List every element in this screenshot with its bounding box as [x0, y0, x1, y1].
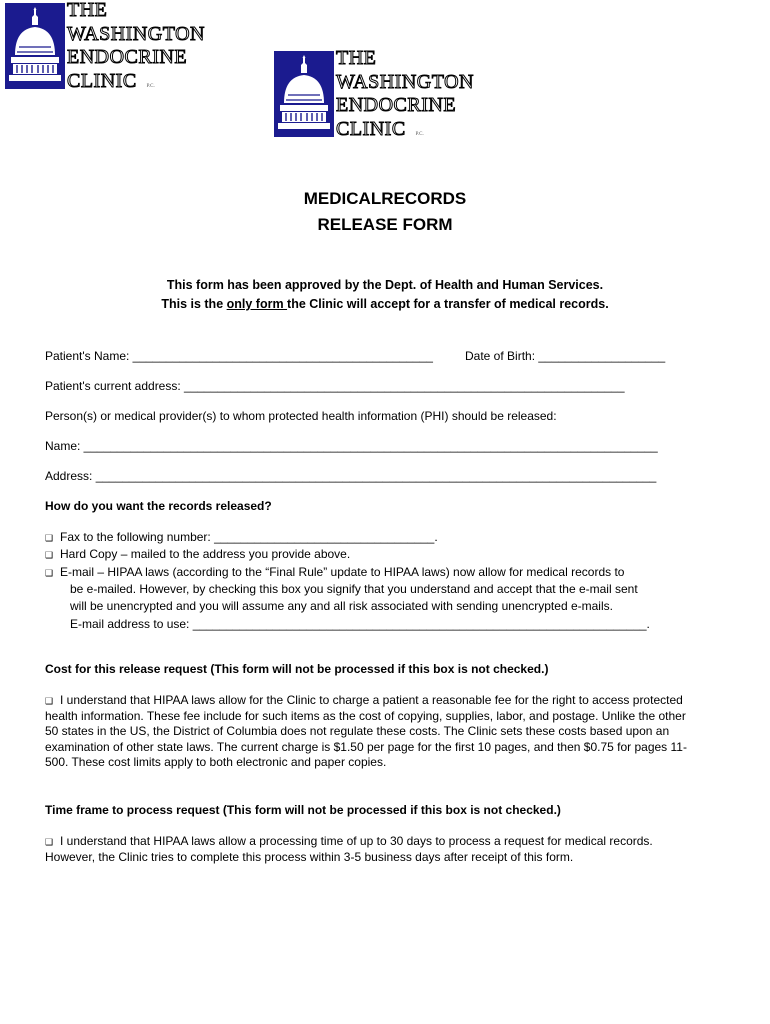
hard-copy-option[interactable] [45, 547, 350, 561]
form-title-line-1: MEDICALRECORDS [303, 189, 467, 208]
logo-line-3: ENDOCRINE [336, 94, 457, 116]
logo-suffix: P.C. [415, 131, 424, 137]
capitol-dome-icon [274, 51, 334, 137]
intro-line-2 [0, 297, 770, 311]
email-address-field[interactable]: E-mail address to use: ____________________________________________________________________. [70, 617, 650, 631]
hard-copy-option-label: Hard Copy – mailed to the address you provide above. [60, 547, 351, 561]
logo-line-4: CLINIC [67, 69, 137, 92]
clinic-name [67, 0, 205, 98]
release-method-heading: How do you want the records released? [45, 499, 272, 513]
cost-text: I understand that HIPAA laws allow for the Clinic to charge a patient a reasonable fee for the right to access protected [60, 693, 683, 707]
timeframe-acknowledgement [45, 834, 725, 865]
timeframe-text: However, the Clinic tries to complete this process within 3-5 business days after receipt of this form. [45, 850, 574, 865]
email-option-text: will be unencrypted and you will assume any and all risk associated with sending unencrypted e-mails. [70, 599, 613, 613]
timeframe-heading: Time frame to process request (This form will not be processed if this box is not checked.) [45, 803, 561, 817]
checkbox-icon[interactable]: ❑ [45, 837, 54, 847]
clinic-logo-secondary [274, 47, 494, 143]
checkbox-icon[interactable]: ❑ [45, 533, 54, 543]
intro-line-1: This form has been approved by the Dept. of Health and Human Services. [166, 278, 604, 292]
checkbox-icon[interactable]: ❑ [45, 696, 54, 706]
cost-text: health information. These fee include for such items as the cost of copying, supplies, labor, and postage. Unlike the other [45, 709, 686, 724]
logo-line-2: WASHINGTON [67, 22, 205, 45]
email-option-label: E-mail – HIPAA laws (according to the “Final Rule” update to HIPAA laws) now allow for medical records to [60, 565, 625, 579]
checkbox-icon[interactable]: ❑ [45, 550, 54, 560]
checkbox-icon[interactable]: ❑ [45, 568, 54, 578]
fax-option-label: Fax to the following number: _________________________________. [60, 530, 438, 544]
email-option[interactable] [45, 565, 624, 579]
clinic-logo [5, 0, 225, 95]
patient-name-field[interactable]: Patient's Name: _____________________________________________ [45, 349, 433, 363]
logo-line-4: CLINIC [336, 117, 406, 140]
timeframe-text: I understand that HIPAA laws allow a processing time of up to 30 days to process a request for medical records. [60, 834, 653, 848]
cost-heading: Cost for this release request (This form will not be processed if this box is not checked.) [45, 662, 549, 676]
recipient-prompt: Person(s) or medical provider(s) to whom protected health information (PHI) should be released: [45, 409, 557, 423]
fax-option[interactable] [45, 530, 438, 544]
cost-text: 50 states in the US, the District of Columbia does not regulate these costs. The Clinic sets these costs based upon an [45, 724, 670, 739]
cost-text: 500. These cost limits apply to both electronic and paper copies. [45, 754, 387, 769]
email-option-text: be e-mailed. However, by checking this box you signify that you understand and accept that the e-mail sent [70, 582, 638, 596]
recipient-name-field[interactable]: Name: ______________________________________________________________________________________ [45, 439, 658, 453]
logo-line-2: WASHINGTON [336, 70, 474, 93]
form-title-line-2: RELEASE FORM [317, 215, 453, 234]
date-of-birth-field[interactable]: Date of Birth: ___________________ [465, 349, 666, 363]
intro-text: This is the [161, 297, 227, 311]
patient-address-field[interactable]: Patient's current address: __________________________________________________________________ [45, 379, 625, 393]
capitol-dome-icon [5, 3, 65, 89]
cost-text: examination of other state laws. The current charge is $1.50 per page for the first 10 pages, and then $0.75 for pages 11- [45, 739, 687, 754]
clinic-name [336, 47, 474, 146]
recipient-address-field[interactable]: Address: ____________________________________________________________________________________ [45, 469, 657, 483]
logo-line-3: ENDOCRINE [67, 46, 188, 68]
only-form-emphasis: only form [226, 297, 288, 311]
logo-line-1: THE [67, 0, 108, 21]
logo-suffix: P.C. [146, 83, 155, 89]
intro-text: the Clinic will accept for a transfer of medical records. [287, 297, 609, 311]
cost-acknowledgement [45, 693, 725, 770]
logo-line-1: THE [336, 47, 377, 69]
